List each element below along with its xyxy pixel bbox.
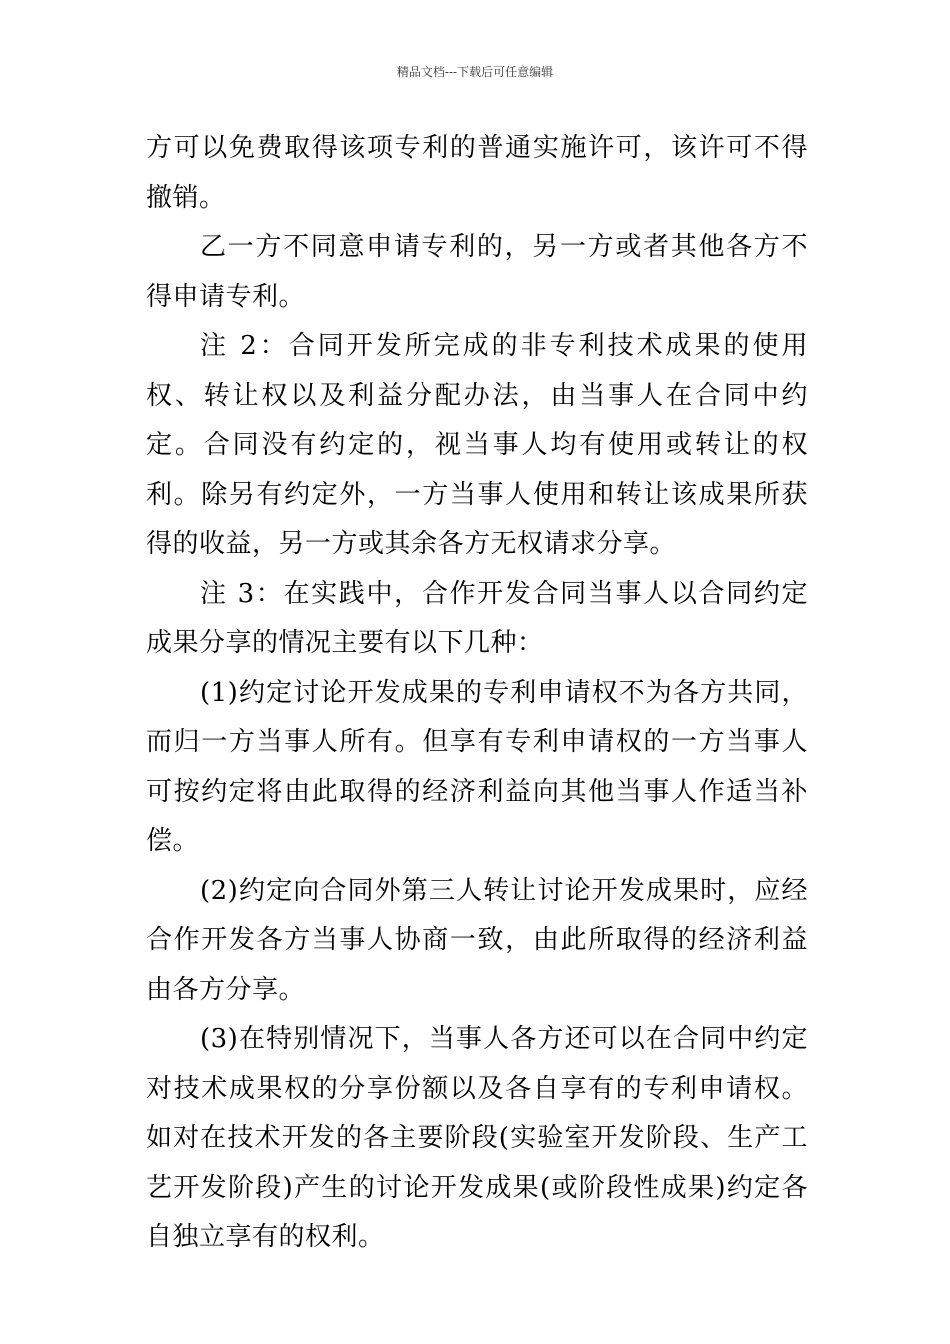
paragraph-item-2: (2)约定向合同外第三人转让讨论开发成果时，应经合作开发各方当事人协商一致，由此所取得的经济利益由各方分享。 [146,875,808,1005]
paragraph-continuation: 方可以免费取得该项专利的普通实施许可，该许可不得撤销。 [146,133,808,213]
paragraph-item-1: (1)约定讨论开发成果的专利申请权不为各方共同，而归一方当事人所有。但享有专利申请权的一方当事人可按约定将由此取得的经济利益向其他当事人作适当补偿。 [146,677,808,856]
paragraph-note-2: 注 2：合同开发所完成的非专利技术成果的使用权、转让权以及利益分配办法，由当事人在合同中约定。合同没有约定的，视当事人均有使用或转让的权利。除另有约定外，一方当事人使用和转让该成果所获得的收益，另一方或其余各方无权请求分享。 [146,331,808,559]
paragraph-note-3: 注 3：在实践中，合作开发合同当事人以合同约定成果分享的情况主要有以下几种： [146,578,808,658]
paragraph-item-3: (3)在特别情况下，当事人各方还可以在合同中约定对技术成果权的分享份额以及各自享有的专利申请权。如对在技术开发的各主要阶段(实验室开发阶段、生产工艺开发阶段)产生的讨论开发成果(或阶段性成果)约定各自独立享有的权利。 [146,1024,808,1252]
page-header: 精品文档---下载后可任意编辑 [396,65,554,79]
document-body [146,124,808,1263]
paragraph-patent-refusal: 乙一方不同意申请专利的，另一方或者其他各方不得申请专利。 [146,232,808,312]
